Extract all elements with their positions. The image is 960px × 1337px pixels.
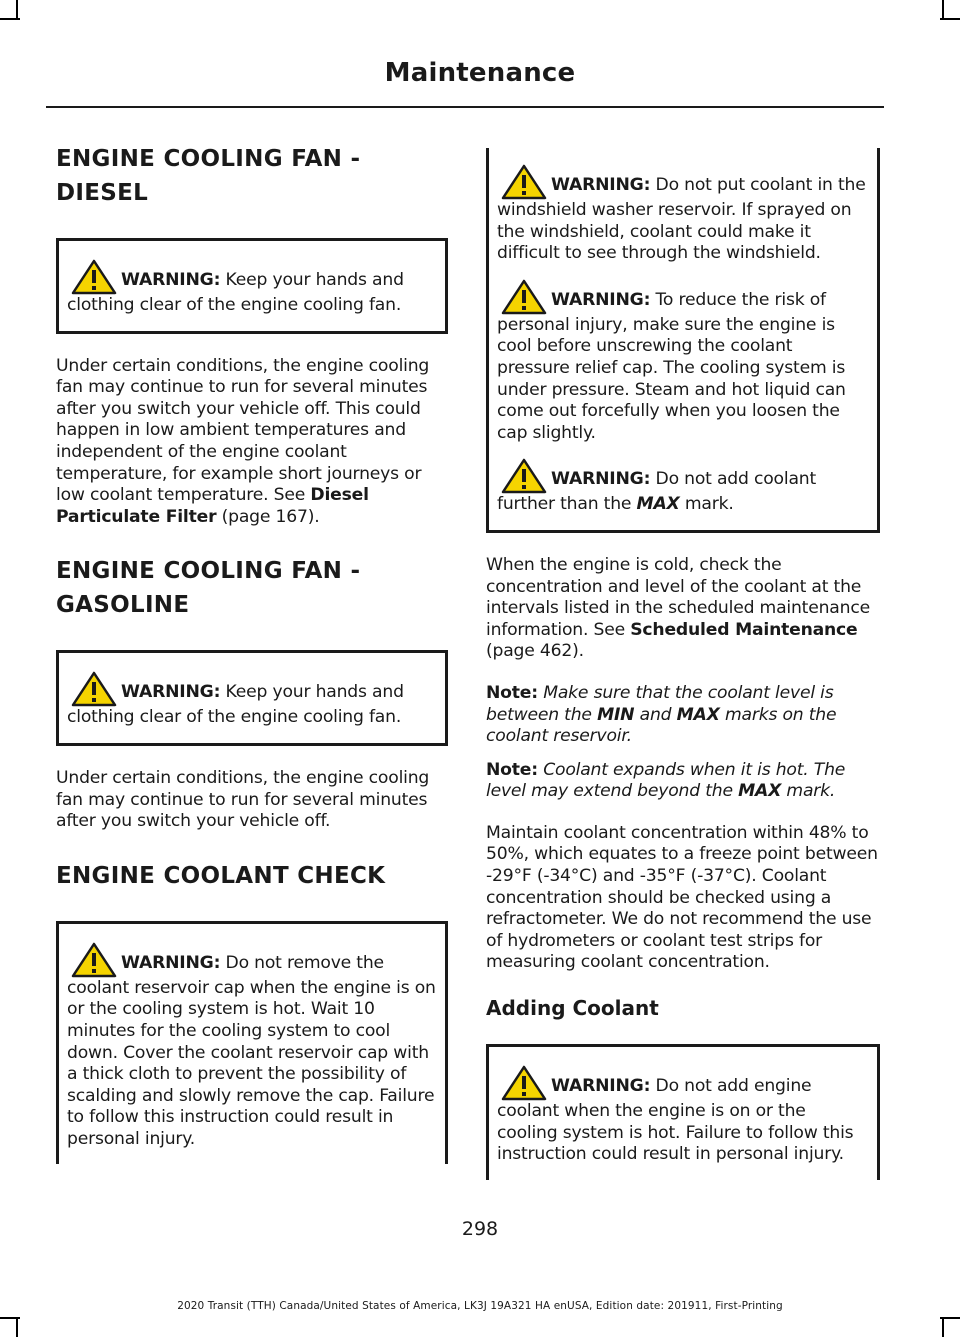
crop-mark [940,18,960,20]
subheading-adding-coolant: Adding Coolant [486,996,659,1021]
warning-coolant-check: WARNING: Do not remove the coolant reservoir cap when the engine is on or the cooling system is hot. Wait 10 minutes for the cooling system to cool down. Cover the coolant reservoir cap with a thick cloth to prevent the possibility of scalding and slowly remove the cap. Failure to follow this instruction could result in personal injury. [67,942,437,1151]
warning-triangle-icon [501,164,547,200]
warning-triangle-icon [71,942,117,978]
warning-fan-diesel: WARNING: Keep your hands and clothing clear of the engine cooling fan. [67,259,437,317]
crop-mark [942,0,944,20]
paragraph-fan-gasoline: Under certain conditions, the engine cooling fan may continue to run for several minutes after you switch your vehicle off. [56,767,430,832]
warning-washer-reservoir: WARNING: Do not put coolant in the windshield washer reservoir. If sprayed on the windshield, coolant could make it difficult to see through the windshield. [497,164,869,265]
crop-mark [942,1317,944,1337]
header-divider [46,106,884,108]
xref-diesel-particulate-filter[interactable]: Diesel Particulate Filter [56,485,369,527]
section-heading-fan-gasoline: ENGINE COOLING FAN - GASOLINE [56,558,361,619]
crop-mark [940,1317,960,1319]
warning-box-adding-coolant [486,1044,880,1180]
left-column [56,142,448,1186]
note-coolant-expands: Note: Coolant expands when it is hot. The level may extend beyond the MAX mark. [486,759,846,802]
section-heading-fan-diesel: ENGINE COOLING FAN - DIESEL [56,146,361,206]
crop-mark [16,1317,18,1337]
right-column [486,148,880,1202]
warning-max-mark: WARNING: Do not add coolant further than the MAX mark. [497,458,869,516]
crop-mark [16,0,18,20]
section-heading-coolant-check: ENGINE COOLANT CHECK [56,862,386,889]
page-header-title: Maintenance [384,58,576,88]
warning-triangle-icon [71,259,117,295]
warning-pressure-cap: WARNING: To reduce the risk of personal injury, make sure the engine is cool before unscrewing the coolant pressure relief cap. The cooling system is under pressure. Steam and hot liquid can come out forcefully when you loosen the cap slightly. [497,279,869,445]
paragraph-check-coolant: When the engine is cold, check the concentration and level of the coolant at the intervals listed in the scheduled maintenance information. See Scheduled Maintenance (page 462). [486,554,870,662]
crop-mark [0,18,20,20]
warning-triangle-icon [71,671,117,707]
note-coolant-level: Note: Make sure that the coolant level is between the MIN and MAX marks on the coolant reservoir. [486,682,837,747]
warning-triangle-icon [501,1065,547,1101]
page-number: 298 [461,1218,499,1240]
warning-triangle-icon [501,458,547,494]
warning-fan-gasoline: WARNING: Keep your hands and clothing clear of the engine cooling fan. [67,671,437,729]
warning-box-fan-gasoline [56,650,448,746]
paragraph-concentration: Maintain coolant concentration within 48% to 50%, which equates to a freeze point between -29°F (-34°C) and -35°F (-37°C). Coolant concentration should be checked using a refractometer. We do not recommend the use of hydrometers or coolant test strips for measuring coolant concentration. [486,822,878,973]
crop-mark [0,1317,20,1319]
paragraph-fan-diesel: Under certain conditions, the engine cooling fan may continue to run for several minutes after you switch your vehicle off. This could happen in low ambient temperatures and independent of the engine coolant temperature, for example short journeys or low coolant temperature. See Diesel Particulate Filter (page 167). [56,355,430,527]
edition-footer: 2020 Transit (TTH) Canada/United States of America, LK3J 19A321 HA enUSA, Edition date: 201911, First-Printing [177,1300,783,1312]
warning-box-coolant-continued [486,148,880,533]
warning-triangle-icon [501,279,547,315]
xref-scheduled-maintenance[interactable]: Scheduled Maintenance [630,619,858,640]
warning-adding-coolant: WARNING: Do not add engine coolant when the engine is on or the cooling system is hot. Failure to follow this instruction could result in personal injury. [497,1065,869,1166]
warning-box-coolant-check [56,921,448,1165]
warning-box-fan-diesel [56,238,448,334]
